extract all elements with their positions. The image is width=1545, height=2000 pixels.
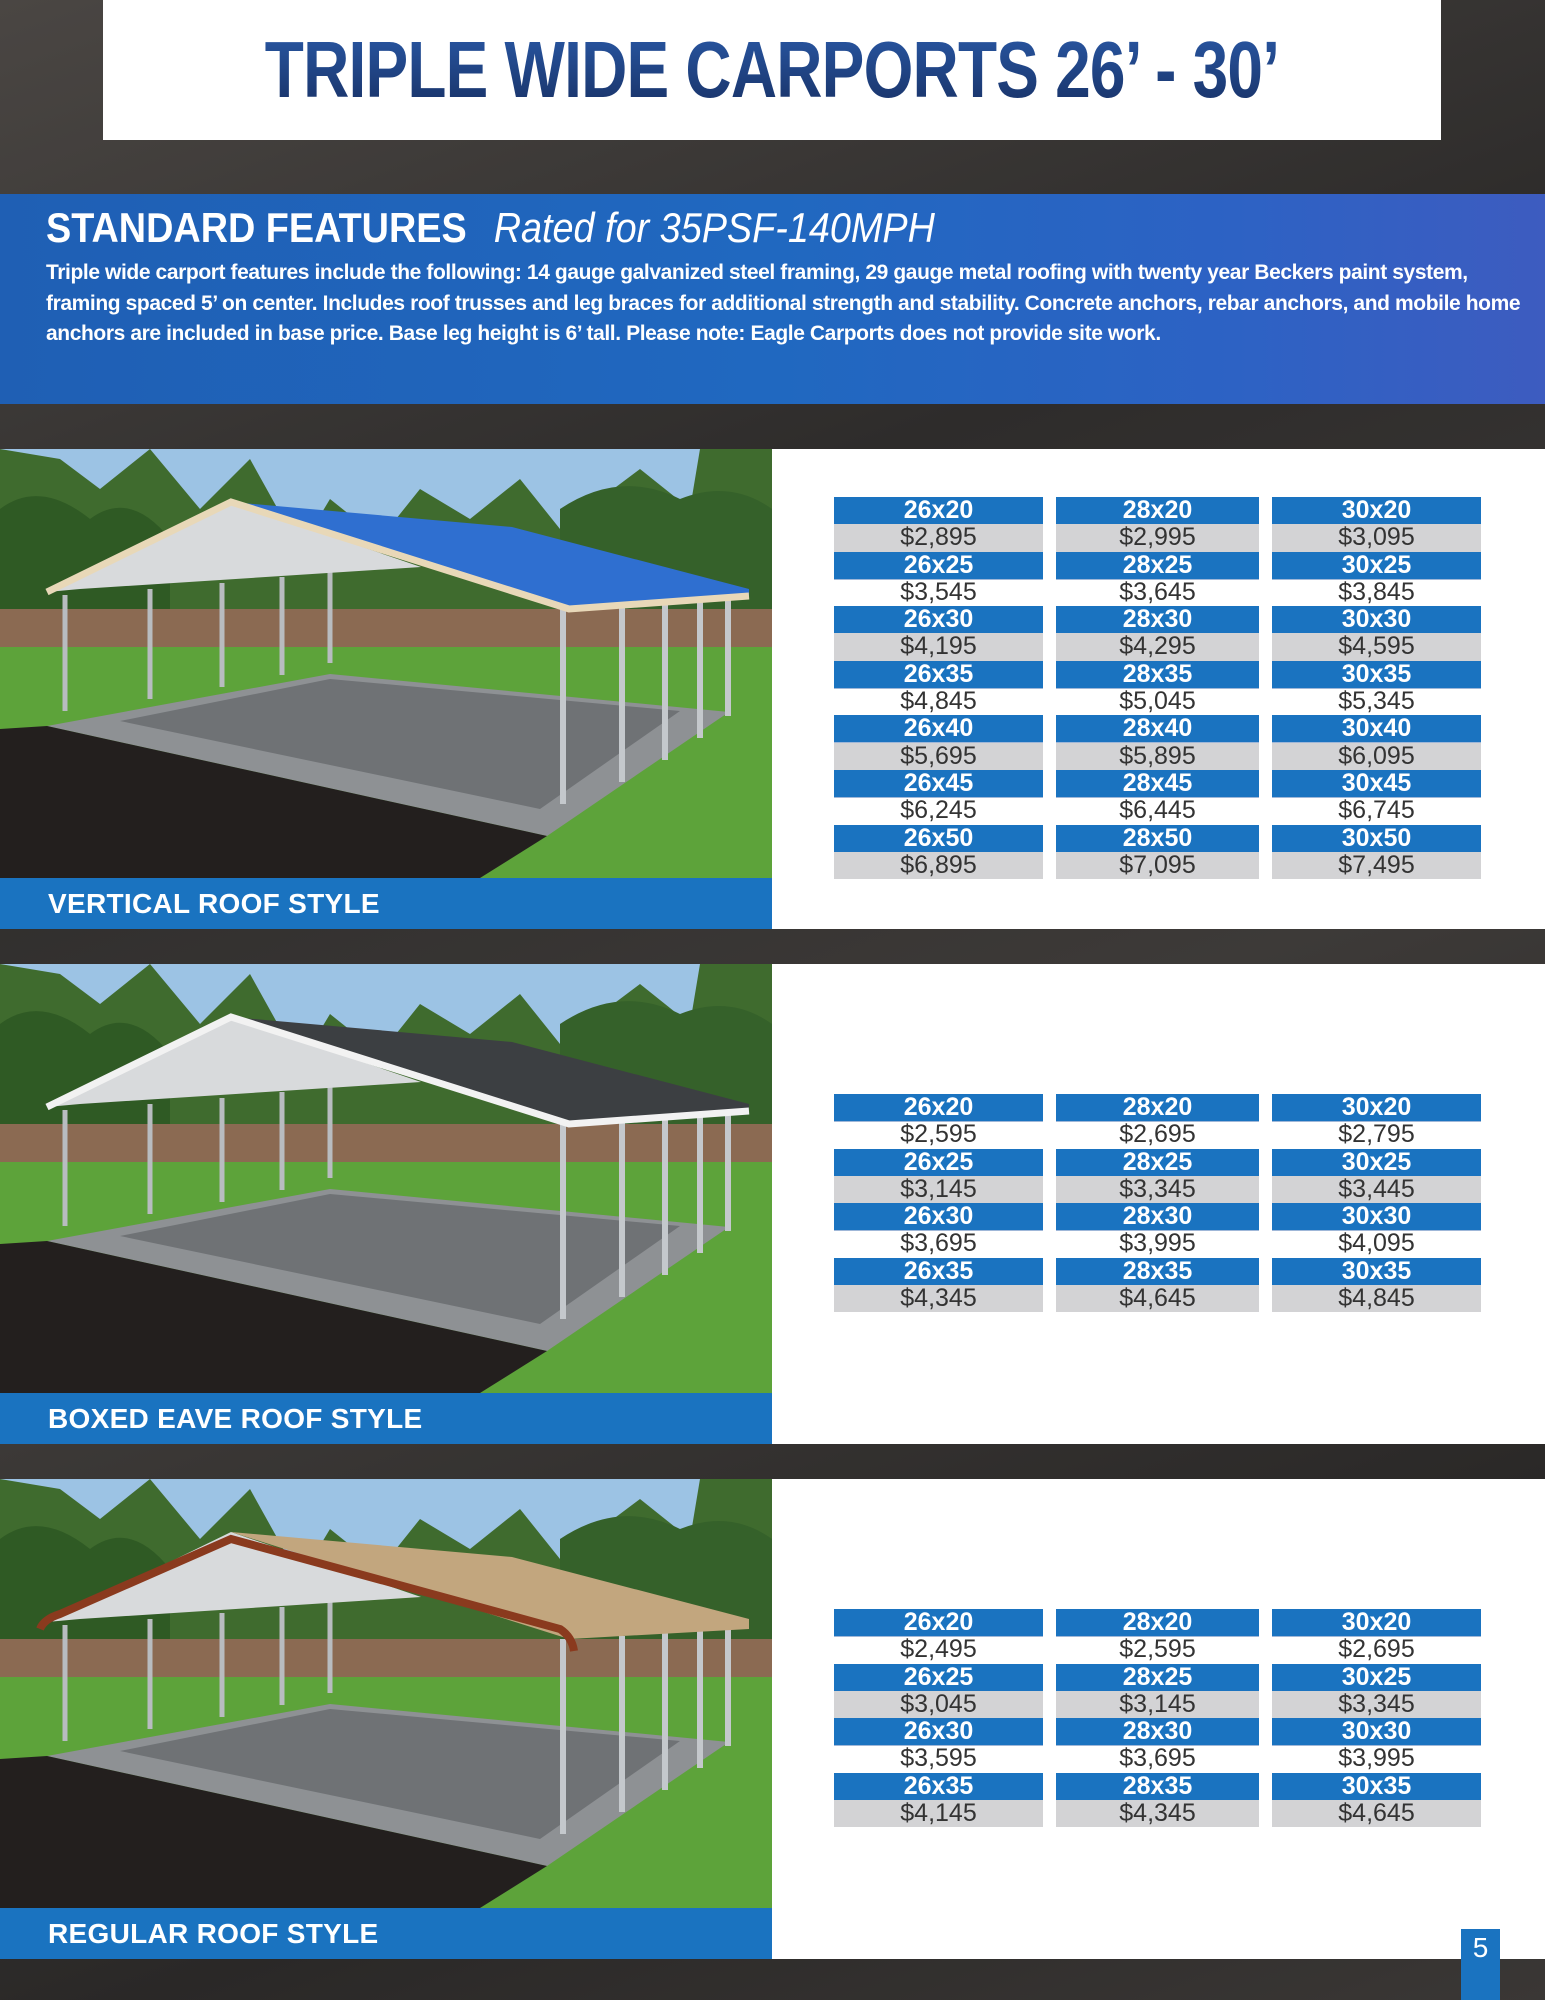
roof-style-label: REGULAR ROOF STYLE — [0, 1908, 772, 1959]
price-cell: $3,045 — [834, 1691, 1043, 1718]
size-cell: 26x25 — [834, 1149, 1043, 1177]
price-row — [834, 1745, 1481, 1772]
size-cell: 28x45 — [1056, 770, 1259, 798]
price-row — [834, 579, 1481, 606]
price-cell: $2,595 — [900, 1120, 977, 1149]
size-cell: 28x30 — [1056, 606, 1259, 634]
price-row — [834, 1285, 1481, 1312]
roof-style-label: VERTICAL ROOF STYLE — [0, 878, 772, 929]
price-cell: $4,095 — [1338, 1229, 1415, 1258]
size-row — [834, 1258, 1481, 1285]
title-banner — [103, 0, 1441, 140]
size-cell: 26x40 — [834, 715, 1043, 743]
section-regular-roof — [0, 1479, 1545, 1959]
price-cell: $4,345 — [834, 1285, 1043, 1312]
size-cell: 26x30 — [834, 606, 1043, 634]
carport-photo — [0, 449, 772, 878]
size-cell: 28x25 — [1056, 1664, 1259, 1692]
price-cell: $3,345 — [1272, 1691, 1481, 1718]
size-cell: 28x25 — [1056, 552, 1259, 580]
size-row — [834, 825, 1481, 852]
section-boxed-eave-roof — [0, 964, 1545, 1444]
price-row — [834, 797, 1481, 824]
size-cell: 26x20 — [834, 497, 1043, 525]
price-cell: $4,645 — [1272, 1800, 1481, 1827]
price-cell: $6,445 — [1119, 796, 1196, 825]
size-row — [834, 552, 1481, 579]
size-row — [834, 1203, 1481, 1230]
size-cell: 28x30 — [1056, 1718, 1259, 1746]
carport-image — [0, 1479, 772, 1908]
size-cell: 28x35 — [1056, 1258, 1259, 1286]
size-row — [834, 497, 1481, 524]
price-cell: $6,245 — [900, 796, 977, 825]
size-row — [834, 1094, 1481, 1121]
price-panel — [772, 964, 1545, 1444]
price-cell: $3,545 — [900, 577, 977, 606]
price-cell: $2,695 — [1119, 1120, 1196, 1149]
size-cell: 30x35 — [1272, 661, 1481, 689]
size-row — [834, 715, 1481, 742]
price-row — [834, 688, 1481, 715]
page-number: 5 — [1461, 1929, 1500, 2000]
price-cell: $3,845 — [1338, 577, 1415, 606]
price-cell: $3,445 — [1272, 1176, 1481, 1203]
size-cell: 26x30 — [834, 1203, 1043, 1231]
price-row — [834, 1800, 1481, 1827]
size-cell: 26x20 — [834, 1609, 1043, 1637]
price-row — [834, 743, 1481, 770]
price-row — [834, 1176, 1481, 1203]
standard-features-band — [0, 194, 1545, 404]
price-row — [834, 1691, 1481, 1718]
price-row — [834, 633, 1481, 660]
price-cell: $2,595 — [1119, 1635, 1196, 1664]
price-cell: $7,095 — [1056, 852, 1259, 879]
price-cell: $4,145 — [834, 1800, 1043, 1827]
size-cell: 28x20 — [1056, 1094, 1259, 1122]
size-cell: 30x25 — [1272, 1664, 1481, 1692]
price-table — [834, 497, 1481, 879]
size-cell: 30x45 — [1272, 770, 1481, 798]
size-cell: 28x35 — [1056, 1773, 1259, 1801]
size-cell: 28x35 — [1056, 661, 1259, 689]
price-row — [834, 1230, 1481, 1257]
section-vertical-roof — [0, 449, 1545, 929]
carport-photo — [0, 964, 772, 1393]
price-cell: $4,845 — [1272, 1285, 1481, 1312]
size-cell: 26x25 — [834, 1664, 1043, 1692]
size-row — [834, 1664, 1481, 1691]
price-cell: $6,745 — [1338, 796, 1415, 825]
price-cell: $3,145 — [1056, 1691, 1259, 1718]
size-cell: 30x30 — [1272, 606, 1481, 634]
size-cell: 30x20 — [1272, 1609, 1481, 1637]
price-cell: $6,895 — [834, 852, 1043, 879]
size-cell: 30x20 — [1272, 497, 1481, 525]
size-cell: 30x35 — [1272, 1258, 1481, 1286]
price-cell: $3,145 — [834, 1176, 1043, 1203]
price-cell: $2,495 — [900, 1635, 977, 1664]
size-cell: 26x30 — [834, 1718, 1043, 1746]
size-cell: 26x35 — [834, 1258, 1043, 1286]
price-cell: $5,045 — [1119, 687, 1196, 716]
price-cell: $2,895 — [834, 524, 1043, 551]
features-title: STANDARD FEATURES — [46, 204, 467, 251]
size-cell: 26x45 — [834, 770, 1043, 798]
size-cell: 28x20 — [1056, 497, 1259, 525]
price-cell: $2,695 — [1338, 1635, 1415, 1664]
roof-style-label: BOXED EAVE ROOF STYLE — [0, 1393, 772, 1444]
size-cell: 30x30 — [1272, 1203, 1481, 1231]
price-cell: $5,695 — [834, 743, 1043, 770]
size-row — [834, 1149, 1481, 1176]
size-row — [834, 1718, 1481, 1745]
price-row — [834, 852, 1481, 879]
size-cell: 30x35 — [1272, 1773, 1481, 1801]
price-table — [834, 1094, 1481, 1312]
price-cell: $3,345 — [1056, 1176, 1259, 1203]
price-table — [834, 1609, 1481, 1827]
page-title: TRIPLE WIDE CARPORTS 26’ - 30’ — [264, 25, 1280, 114]
features-description: Triple wide carport features include the following: 14 gauge galvanized steel framing, 29 gauge metal roofing with twenty year Beckers paint system, framing spaced 5’ on center. Includes roof trusses and leg braces for additional strength and stability. Concrete anchors, rebar anchors, and mobile home anchors are included in base price. Base leg height is 6’ tall. Please note: Eagle Carports does not provide site work. — [46, 261, 1521, 345]
size-cell: 28x20 — [1056, 1609, 1259, 1637]
size-cell: 30x25 — [1272, 1149, 1481, 1177]
price-cell: $3,095 — [1272, 524, 1481, 551]
price-panel — [772, 449, 1545, 929]
wind-rating: Rated for 35PSF-140MPH — [493, 204, 935, 251]
price-cell: $3,695 — [1119, 1744, 1196, 1773]
size-cell: 26x20 — [834, 1094, 1043, 1122]
price-cell: $2,995 — [1056, 524, 1259, 551]
size-cell: 26x35 — [834, 661, 1043, 689]
price-cell: $7,495 — [1272, 852, 1481, 879]
size-cell: 28x40 — [1056, 715, 1259, 743]
price-row — [834, 524, 1481, 551]
price-cell: $3,995 — [1119, 1229, 1196, 1258]
price-cell: $3,595 — [900, 1744, 977, 1773]
size-cell: 28x50 — [1056, 825, 1259, 853]
price-cell: $5,895 — [1056, 743, 1259, 770]
size-cell: 30x50 — [1272, 825, 1481, 853]
price-row — [834, 1121, 1481, 1148]
size-row — [834, 606, 1481, 633]
size-cell: 30x40 — [1272, 715, 1481, 743]
features-heading — [46, 204, 935, 252]
price-cell: $3,995 — [1338, 1744, 1415, 1773]
price-cell: $4,845 — [900, 687, 977, 716]
price-cell: $4,595 — [1272, 633, 1481, 660]
price-cell: $5,345 — [1338, 687, 1415, 716]
carport-photo — [0, 1479, 772, 1908]
price-cell: $3,645 — [1119, 577, 1196, 606]
size-row — [834, 1773, 1481, 1800]
size-cell: 30x20 — [1272, 1094, 1481, 1122]
size-row — [834, 770, 1481, 797]
price-cell: $4,195 — [834, 633, 1043, 660]
size-cell: 30x25 — [1272, 552, 1481, 580]
size-row — [834, 1609, 1481, 1636]
size-row — [834, 661, 1481, 688]
size-cell: 28x30 — [1056, 1203, 1259, 1231]
size-cell: 26x25 — [834, 552, 1043, 580]
price-panel — [772, 1479, 1545, 1959]
price-cell: $2,795 — [1338, 1120, 1415, 1149]
carport-image — [0, 449, 772, 878]
size-cell: 26x35 — [834, 1773, 1043, 1801]
price-row — [834, 1636, 1481, 1663]
size-cell: 26x50 — [834, 825, 1043, 853]
price-cell: $4,345 — [1056, 1800, 1259, 1827]
size-cell: 30x30 — [1272, 1718, 1481, 1746]
price-cell: $4,295 — [1056, 633, 1259, 660]
size-cell: 28x25 — [1056, 1149, 1259, 1177]
carport-image — [0, 964, 772, 1393]
price-cell: $6,095 — [1272, 743, 1481, 770]
price-cell: $3,695 — [900, 1229, 977, 1258]
price-cell: $4,645 — [1056, 1285, 1259, 1312]
